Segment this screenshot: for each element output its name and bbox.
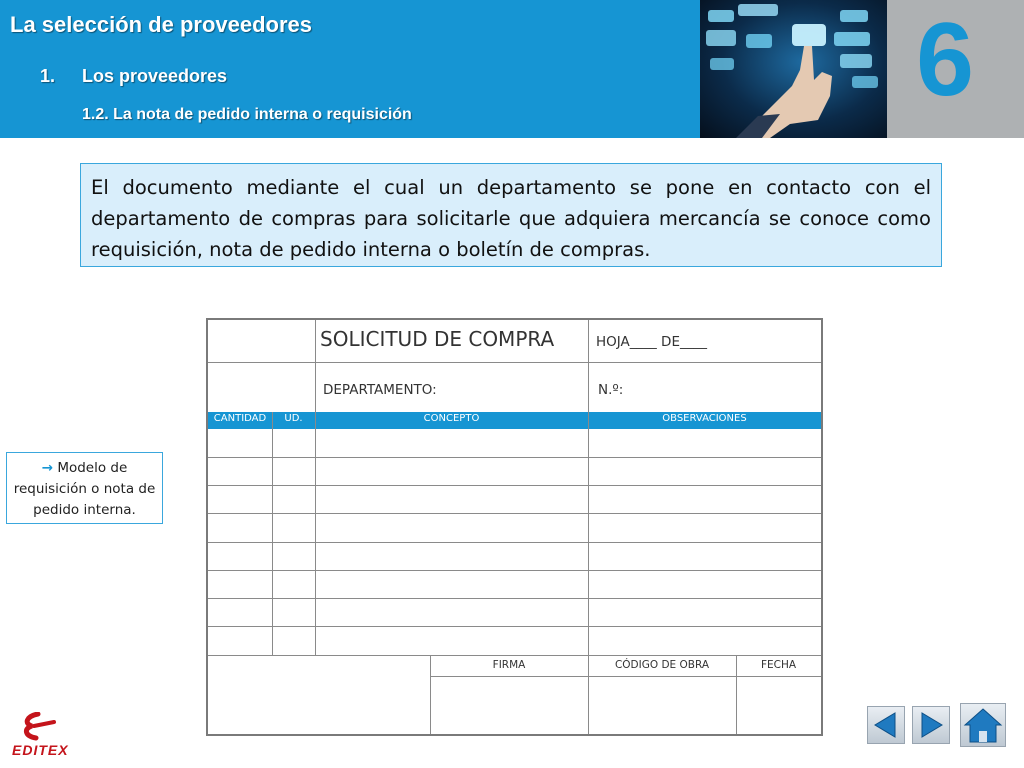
column-header: UD. (284, 413, 303, 424)
arrow-right-icon: → (41, 460, 54, 476)
section-heading (40, 66, 227, 87)
section-title: Los proveedores (82, 66, 228, 86)
work-code-label: CÓDIGO DE OBRA (614, 659, 710, 671)
slide-title: La selección de proveedores (10, 12, 313, 37)
column-header: OBSERVACIONES (662, 413, 747, 424)
previous-slide-button[interactable] (867, 706, 905, 744)
triangle-right-icon (913, 707, 949, 743)
definition-text: El documento mediante el cual un departamento se pone en contacto con el departamento de compras para solicitarle que adquiera mercancía se conoce como requisición, nota de pedido interna o boletín de compras. (91, 176, 931, 261)
house-icon (961, 704, 1005, 746)
subsection-heading: 1.2. La nota de pedido interna o requisición (82, 106, 412, 123)
signature-label: FIRMA (492, 659, 526, 671)
hand-touchscreen-image (700, 0, 887, 138)
table-header (208, 412, 821, 429)
chapter-number: 6 (916, 2, 974, 118)
column-header: CONCEPTO (423, 413, 480, 424)
number-label: N.º: (598, 382, 624, 398)
caption-text: Modelo de requisición o nota de pedido interna. (13, 460, 156, 518)
sheet-label: HOJA____ DE____ (596, 334, 707, 350)
triangle-left-icon (868, 707, 904, 743)
figure-caption (6, 452, 163, 524)
department-label: DEPARTAMENTO: (323, 382, 437, 398)
home-button[interactable] (960, 703, 1006, 747)
chapter-badge (887, 0, 1024, 138)
logo-text: EDITEX (12, 742, 69, 758)
section-number: 1. (40, 66, 56, 86)
slide-header (0, 0, 700, 138)
date-label: FECHA (760, 659, 797, 671)
next-slide-button[interactable] (912, 706, 950, 744)
form-title: SOLICITUD DE COMPRA (320, 327, 555, 351)
purchase-request-form (206, 318, 823, 736)
definition-box (80, 163, 942, 267)
column-header: CANTIDAD (213, 413, 267, 424)
